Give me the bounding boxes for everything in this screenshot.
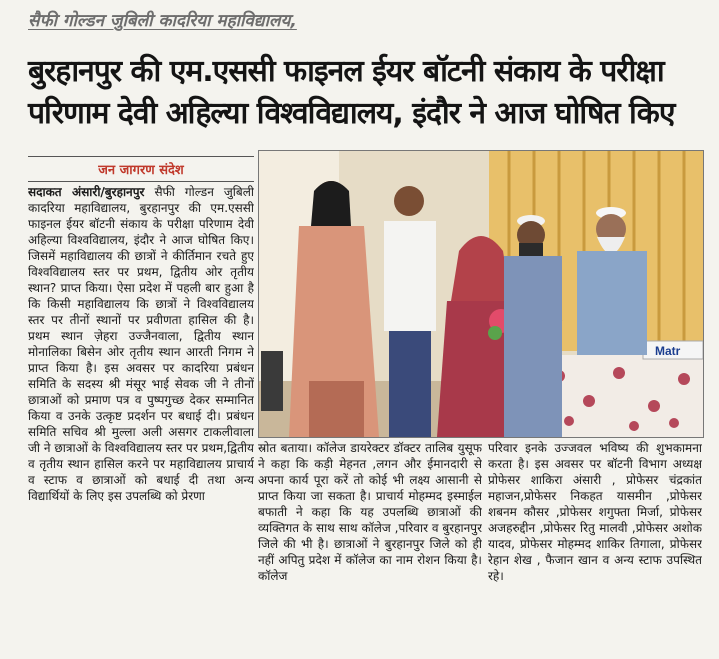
photo-banner-text: Matr (655, 344, 681, 358)
kicker-title: सैफी गोल्डन जुबिली कादरिया महाविद्यालय, (28, 11, 297, 31)
news-photo (258, 150, 704, 438)
article-lead: सदाकत अंसारी/बुरहानपुर (28, 185, 145, 199)
article-column-3: परिवार इनके उज्जवल भविष्य की शुभकामना करता है। इस अवसर पर बॉटनी विभाग अध्यक्ष प्रोफेसर शाकिरा अंसारी , प्रोफेसर चंद्रकांत महाजन,प्रोफेसर निकहत यासमीन ,प्रोफेसर शबनम कौसर ,प्रोफेसर शगुफ्ता मिर्जा, प्रोफेसर अजहरुद्दीन ,प्रोफेसर रितु मालवी ,प्रोफेसर अशोक यादव, प्रोफेसर मोहम्मद शाकिर तिगाला, प्रोफेसर रेहान शेख , फैजान खान व अन्य स्टाफ उपस्थित रहे। (488, 441, 702, 583)
article-column-2: स्रोत बताया। कॉलेज डायरेक्टर डॉक्टर तालिब युसूफ ने कहा कि कड़ी मेहनत ,लगन और ईमानदारी से अपना कार्य पूरा करें तो कोई भी लक्ष्य आसानी से प्राप्त किया जा सकता है। प्राचार्य मोहम्मद इस्माईल बफाती ने कहा कि यह उपलब्धि छात्राओं की व्यक्तिगत के साथ साथ कॉलेज ,परिवार व बुरहानपुर जिले की भी है। छात्राओं ने बुरहानपुर जिले को ही नहीं अपितु प्रदेश में कॉलेज का नाम रोशन किया है। कॉलेज (258, 441, 482, 583)
byline: जन जागरण संदेश (98, 163, 184, 178)
article-column-1 (28, 184, 254, 652)
byline-box (28, 156, 254, 182)
photo-illustration (259, 151, 703, 437)
headline-line-2: परिणाम देवी अहिल्या विश्वविद्यालय, इंदौर ने आज घोषित किए (28, 96, 675, 131)
headline-line-1: बुरहानपुर की एम.एससी फाइनल ईयर बॉटनी संकाय के परीक्षा (28, 54, 664, 89)
article-column-1-text: सैफी गोल्डन जुबिली कादरिया महाविद्यालय, बुरहानपुर की एम.एससी फाइनल ईयर बॉटनी संकाय के परीक्षा परिणाम देवी अहिल्या विश्वविद्यालय, इंदौर ने आज घोषित किए। जिसमें महाविद्यालय की छात्रों ने कीर्तिमान रचते हुए विश्वविद्यालय स्तर पर प्रथम, द्वितीय ओर तृतीय स्थान? प्राप्त किया। ऐसा प्रदेश में पहली बार हुआ है कि किसी महाविद्यालय कि छात्रों ने विश्वविद्यालय स्तर पर तीनों स्थानों पर प्रवीणता हासिल की है। प्रथम स्थान ज़ेहरा उज्जैनवाला, द्वितीय स्थान मोनालिका बिसेन ओर तृतीय स्थान आरती निगम ने प्राप्त किया है। इस अवसर पर कादरिया प्रबंधन समिति के सदस्य श्री मंसूर भाई सेवक जी ने तीनों छात्राओं को प्रमाण पत्र व पुष्पगुच्छ देकर सम्मानित किया व उनके उत्कृष्ट प्रदर्शन पर बधाई दी। प्रबंधन समिति सचिव श्री मुल्ला अली असगर टाकलीवाला जी ने छात्राओं के विश्वविद्यालय स्तर पर प्रथम,द्वितीय व तृतीय स्थान हासिल करने पर महाविद्यालय प्राचार्य व स्टाफ व छात्राओं को बधाई दी तथा अन्य विद्यार्थियों के लिए इस उपलब्धि को प्रेरणा (28, 185, 254, 503)
